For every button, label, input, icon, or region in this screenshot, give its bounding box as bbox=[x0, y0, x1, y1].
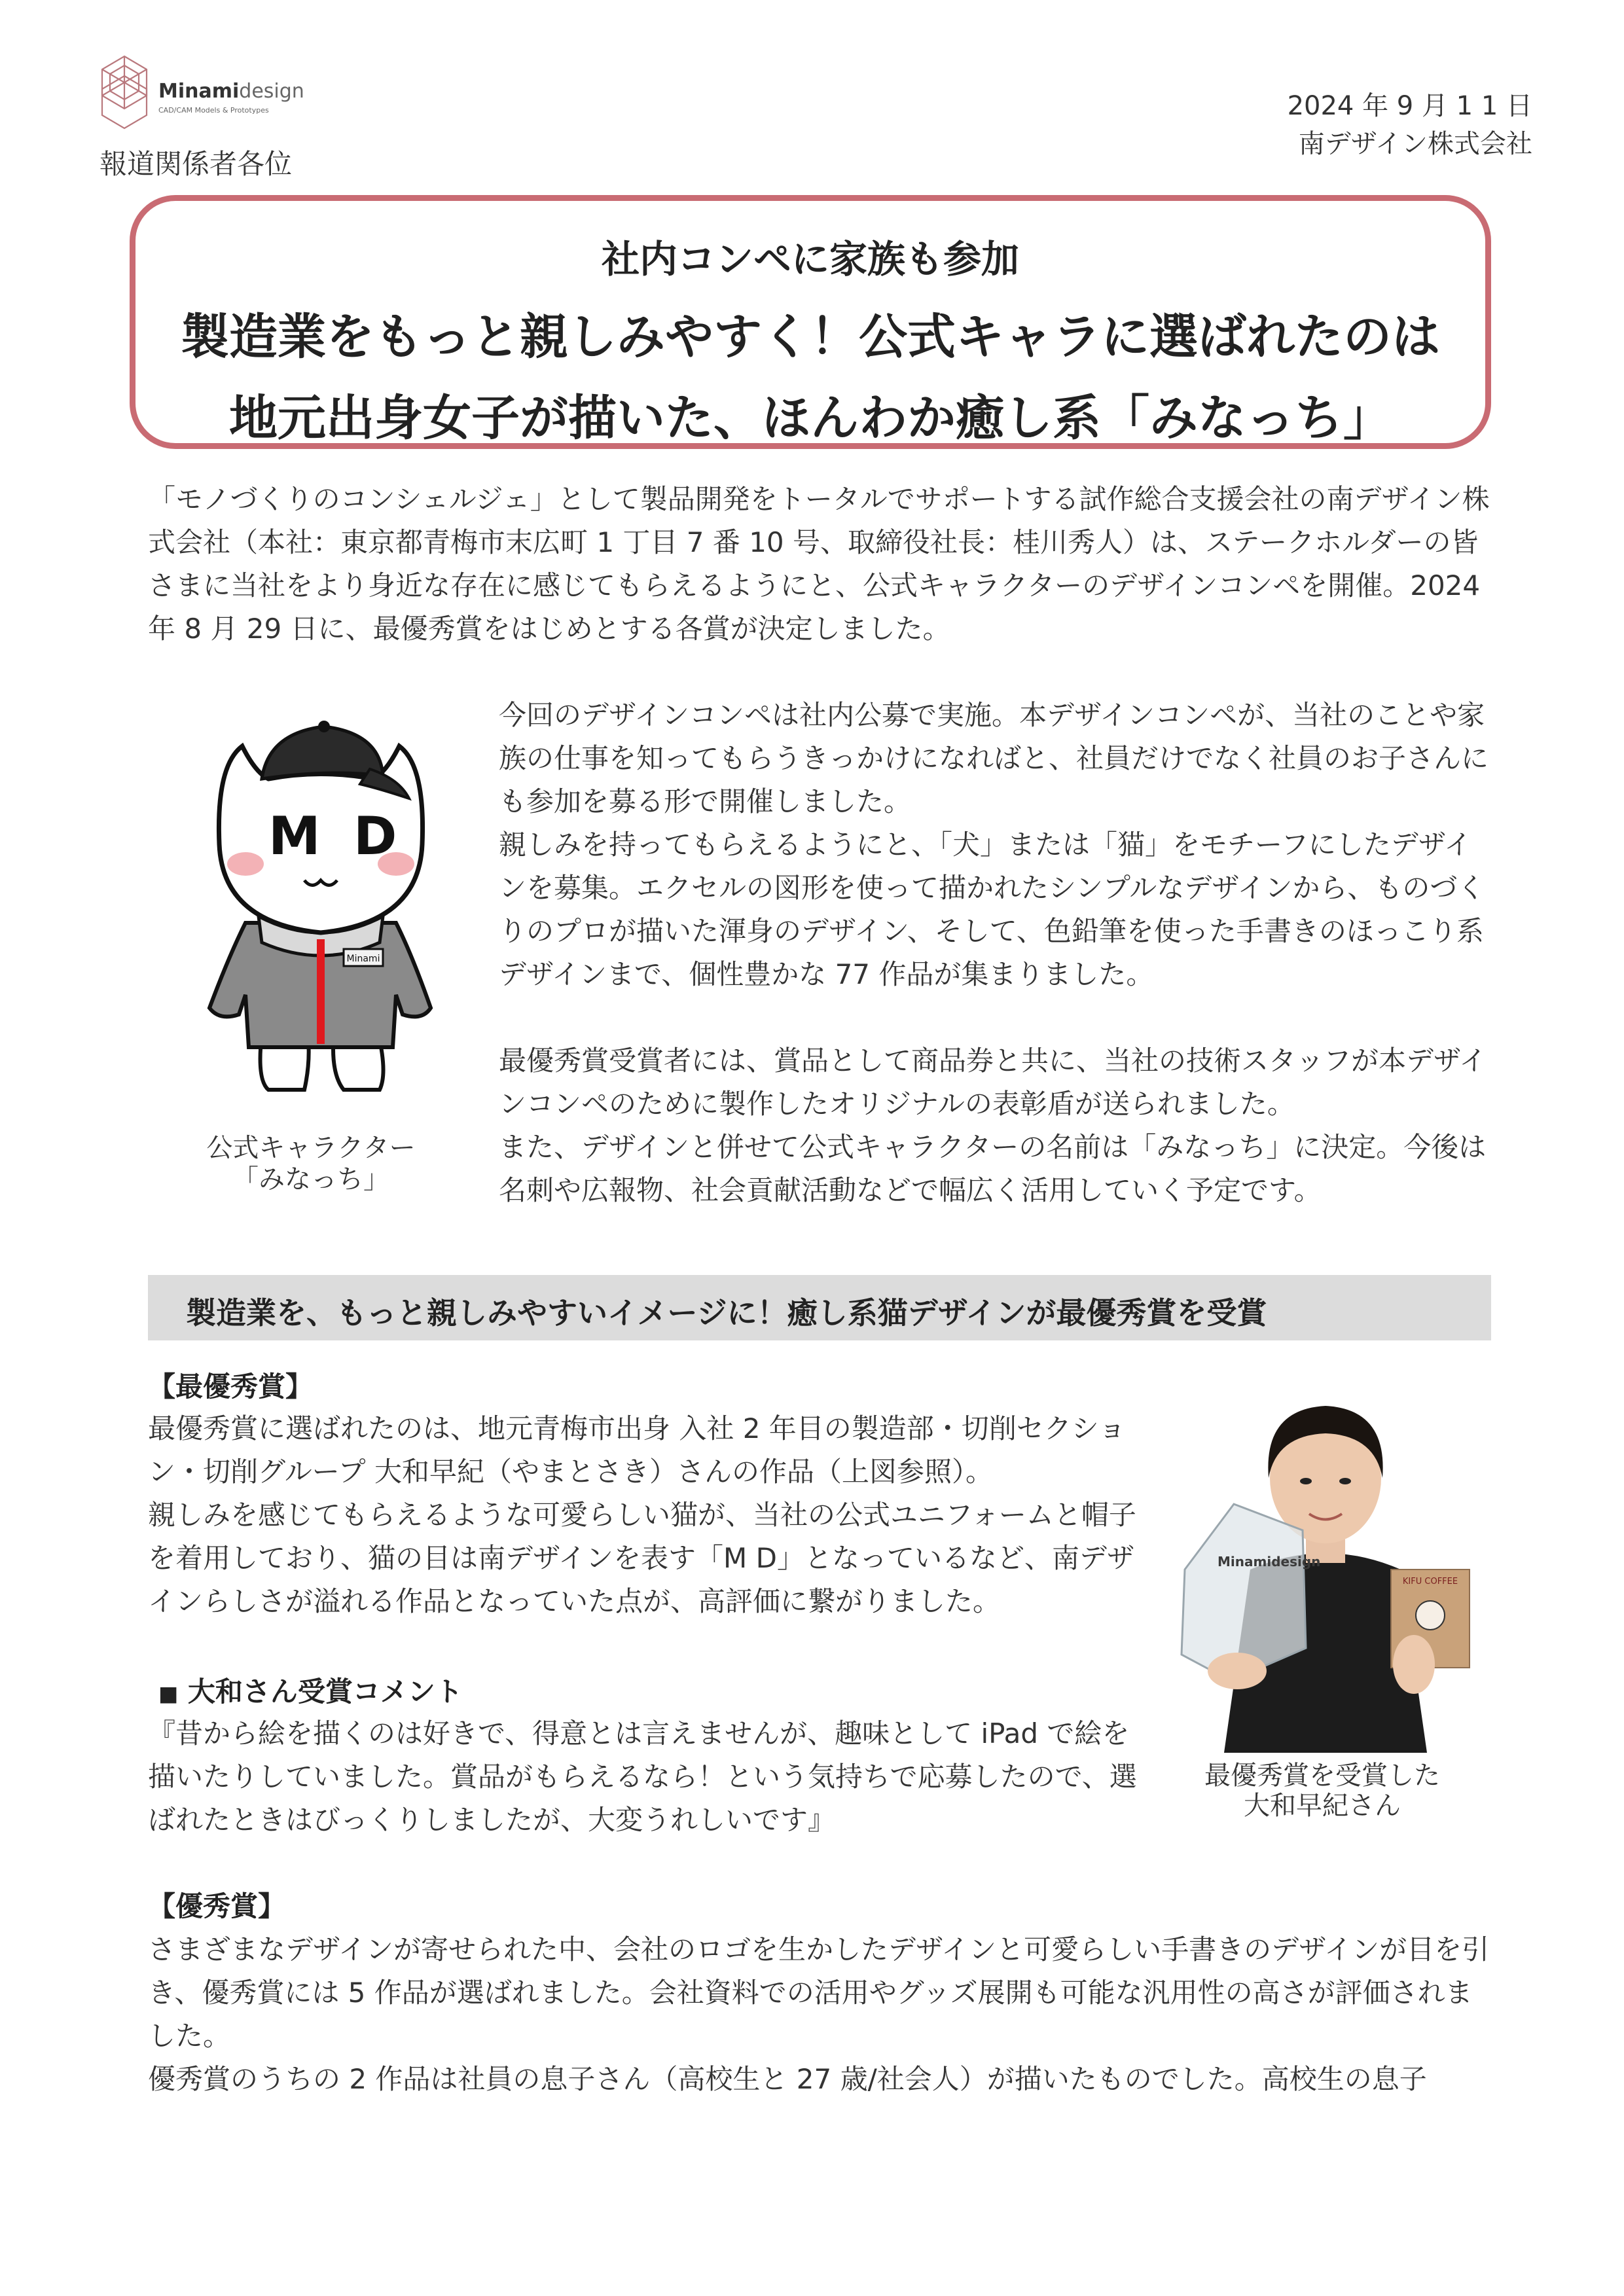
top-award-heading: 【最優秀賞】 bbox=[148, 1371, 314, 1403]
comment-heading bbox=[158, 1670, 463, 1710]
photo-caption-line-1: 最優秀賞を受賞した bbox=[1204, 1761, 1440, 1791]
section-header-bar bbox=[148, 1275, 1491, 1340]
logo-wordmark: Minamidesign bbox=[158, 80, 304, 103]
competition-paragraph-3: 最優秀賞受賞者には、賞品として商品券と共に、当社の技術スタッフが本デザインコンペのために製作したオリジナルの表彰盾が送られました。 bbox=[499, 1045, 1487, 1120]
mascot-badge-text: Minami bbox=[346, 954, 380, 964]
mascot-caption bbox=[157, 1132, 465, 1195]
competition-text bbox=[499, 694, 1494, 1212]
company-name: 南デザイン株式会社 bbox=[1298, 129, 1532, 159]
company-logo bbox=[98, 54, 304, 132]
headline-title bbox=[135, 296, 1485, 459]
winner-photo bbox=[1172, 1373, 1479, 1753]
release-date: 2024 年 9 月 1 1 日 bbox=[1287, 91, 1532, 121]
square-bullet-icon: ■ bbox=[158, 1681, 179, 1706]
top-award-paragraph-1: 最優秀賞に選ばれたのは、地元青梅市出身 入社 2 年目の製造部・切削セクション・切削グループ 大和早紀（やまとさき）さんの作品（上図参照）。 bbox=[148, 1412, 1126, 1488]
top-award-paragraph-2: 親しみを感じてもらえるような可愛らしい猫が、当社の公式ユニフォームと帽子を着用しており、猫の目は南デザインを表す「M D」となっているなど、南デザインらしさが溢れる作品となっていた点が、高評価に繋がりました。 bbox=[148, 1499, 1136, 1617]
second-award-text bbox=[148, 1928, 1490, 2101]
mascot-illustration bbox=[183, 707, 458, 1113]
mascot-eye-m: M bbox=[268, 806, 321, 867]
photo-caption bbox=[1152, 1761, 1492, 1821]
second-award-paragraph-1: さまざまなデザインが寄せられた中、会社のロゴを生かしたデザインと可愛らしい手書きのデザインが目を引き、優秀賞には 5 作品が選ばれました。会社資料での活用やグッズ展開も可能な汎用性の高さが評価されました。 bbox=[148, 1933, 1490, 2052]
headline-line-2: 地元出身女子が描いた、ほんわか癒し系「みなっち」 bbox=[229, 390, 1392, 446]
date-block bbox=[1288, 87, 1532, 163]
top-award-text bbox=[148, 1407, 1156, 1623]
second-award-paragraph-2: 優秀賞のうちの 2 作品は社員の息子さん（高校生と 27 歳/社会人）が描いたものでした。高校生の息子 bbox=[148, 2063, 1427, 2095]
section-title: 製造業を、もっと親しみやすいイメージに！癒し系猫デザインが最優秀賞を受賞 bbox=[186, 1295, 1267, 1331]
headline-subtitle: 社内コンペに家族も参加 bbox=[601, 237, 1019, 281]
competition-paragraph-2: 親しみを持ってもらえるようにと、「犬」または「猫」をモチーフにしたデザインを募集。エクセルの図形を使って描かれたシンプルなデザインから、ものづくりのプロが描いた渾身のデザイン、そして、色鉛筆を使った手書きのほっこり系デザインまで、個性豊かな 77 作品が集まりました。 bbox=[499, 829, 1485, 990]
logo-mark-icon bbox=[98, 54, 151, 131]
trophy-text: Minamidesign bbox=[1218, 1554, 1321, 1570]
comment-heading-label: 大和さん受賞コメント bbox=[187, 1676, 463, 1708]
headline-line-1: 製造業をもっと親しみやすく！公式キャラに選ばれたのは bbox=[181, 309, 1440, 365]
photo-caption-line-2: 大和早紀さん bbox=[1244, 1791, 1401, 1821]
logo-tagline: CAD/CAM Models & Prototypes bbox=[158, 106, 269, 115]
headline-box bbox=[130, 195, 1491, 449]
comment-body: 『昔から絵を描くのは好きで、得意とは言えませんが、趣味として iPad で絵を描いたりしていました。賞品がもらえるなら！という気持ちで応募したので、選ばれたときはびっくりしましたが、大変うれしいです』 bbox=[148, 1717, 1137, 1836]
intro-paragraph: 「モノづくりのコンシェルジェ」として製品開発をトータルでサポートする試作総合支援会社の南デザイン株式会社（本社：東京都青梅市末広町 1 丁目 7 番 10 号、取締役社長：桂川秀人）は、ステークホルダーの皆さまに当社をより身近な存在に感じてもらえるようにと、公式キャラクターのデザインコンペを開催。2024 年 8 月 29 日に、最優秀賞をはじめとする各賞が決定しました。 bbox=[148, 483, 1490, 645]
competition-paragraph-4: また、デザインと併せて公式キャラクターの名前は「みなっち」に決定。今後は名刺や広報物、社会貢献活動などで幅広く活用していく予定です。 bbox=[499, 1131, 1487, 1206]
coffee-bag-label: KIFU COFFEE bbox=[1402, 1577, 1458, 1587]
competition-paragraph-1: 今回のデザインコンペは社内公募で実施。本デザインコンペが、当社のことや家族の仕事を知ってもらうきっかけになればと、社員だけでなく社員のお子さんにも参加を募る形で開催しました。 bbox=[499, 699, 1489, 817]
second-award-heading: 【優秀賞】 bbox=[148, 1890, 286, 1922]
recipient-line: 報道関係者各位 bbox=[99, 148, 293, 180]
mascot-eye-d: D bbox=[353, 806, 397, 867]
mascot-caption-line-1: 公式キャラクター bbox=[206, 1133, 416, 1163]
mascot-caption-line-2: 「みなっち」 bbox=[232, 1164, 389, 1194]
